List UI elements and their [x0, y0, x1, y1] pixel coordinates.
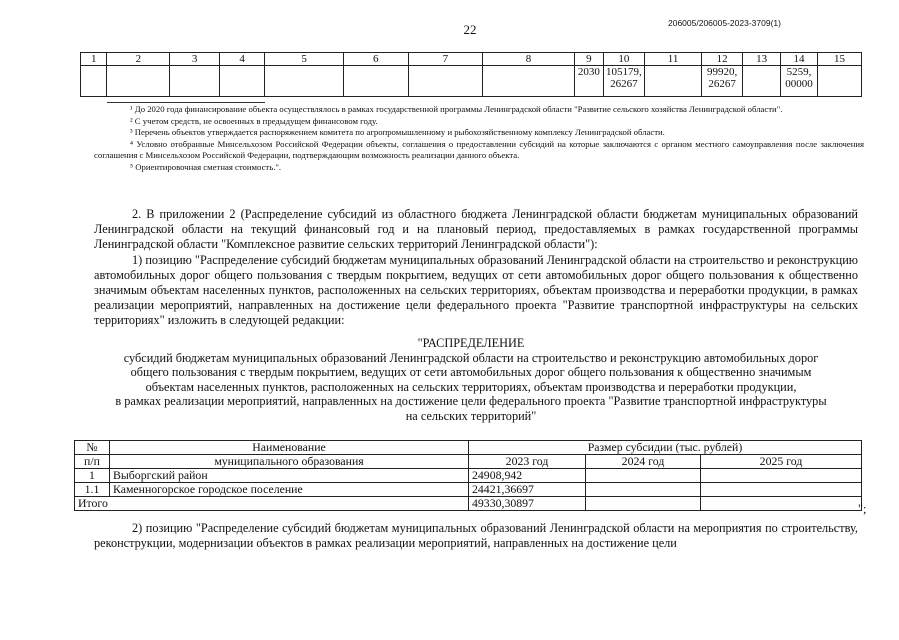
row-value [701, 469, 862, 483]
name-header: Наименование [110, 441, 469, 455]
num-header: № [75, 441, 110, 455]
paragraph-2-item-1: 1) позицию "Распределение субсидий бюджетам муниципальных образований Ленинградской области на строительство и реконструкцию автомобильных дорог общего пользования с твердым покрытием, ведущих от сети автомобильных дорог общего пользования к общественно значимым объектам населенных пунктов, расположенных на сельских территориях, объектам производства и переработки продукции, в рамках реализации мероприятий, направленных на достижение цели федерального проекта "Развитие транспортной инфраструктуры на сельских территориях" изложить в следующей редакции: [94, 252, 858, 328]
col-header: 3 [170, 53, 219, 66]
row-name: Каменногорское городское поселение [110, 483, 469, 497]
row-value [586, 469, 701, 483]
year-header: 2025 год [701, 455, 862, 469]
table-cell [343, 66, 408, 97]
closing-quote: "; [858, 502, 867, 516]
col-header: 9 [574, 53, 603, 66]
row-num: 1.1 [75, 483, 110, 497]
table-cell [743, 66, 781, 97]
document-id: 206005/206005-2023-3709(1) [668, 18, 781, 28]
col-header: 8 [483, 53, 575, 66]
col-header: 10 [603, 53, 644, 66]
col-header: 12 [702, 53, 743, 66]
table-header-row [75, 441, 862, 455]
col-header: 5 [265, 53, 343, 66]
total-label: Итого [75, 497, 469, 511]
col-header: 13 [743, 53, 781, 66]
total-value [586, 497, 701, 511]
table-cell [107, 66, 170, 97]
row-value [701, 483, 862, 497]
footnotes [94, 104, 864, 173]
distribution-subtitle-line: объектам населенных пунктов, расположенных на сельских территориях, объектам производства и переработки продукции, [145, 379, 797, 394]
footnote-4: ⁴ Условно отобранные Минсельхозом Российской Федерации объекты, соглашения о предоставлении субсидий на которые заключаются с органом местного самоуправления после заключения соглашения с Минсельхозом Российской Федерации, подтверждающим возможность реализации данного объекта. [94, 138, 864, 160]
table-cell [644, 66, 701, 97]
table-cell: 5259, 00000 [781, 66, 818, 97]
col-header: 6 [343, 53, 408, 66]
table-cell [817, 66, 861, 97]
total-value [701, 497, 862, 511]
table-header-row [81, 53, 862, 66]
year-header: 2023 год [469, 455, 586, 469]
col-header: 1 [81, 53, 107, 66]
distribution-subtitle-line: на сельских территорий" [405, 408, 537, 423]
footnote-2: ² С учетом средств, не освоенных в предыдущем финансовом году. [130, 115, 378, 126]
name-header: муниципального образования [110, 455, 469, 469]
table-cell [219, 66, 265, 97]
footnote-1: ¹ До 2020 года финансирование объекта осуществлялось в рамках государственной программы Ленинградской области "Развитие сельского хозяйства Ленинградской области". [130, 104, 783, 114]
page-number: 22 [463, 22, 477, 37]
table-cell [265, 66, 343, 97]
row-num: 1 [75, 469, 110, 483]
table-cell [81, 66, 107, 97]
total-value: 49330,30897 [469, 497, 586, 511]
table-row [75, 483, 862, 497]
col-header: 2 [107, 53, 170, 66]
table-cell: 2030 [574, 66, 603, 97]
row-name: Выборгский район [110, 469, 469, 483]
paragraph-2-item-2-block [94, 521, 858, 551]
year-header: 2024 год [586, 455, 701, 469]
table-cell [170, 66, 219, 97]
subsidy-group-header: Размер субсидии (тыс. рублей) [469, 441, 862, 455]
row-value: 24421,36697 [469, 483, 586, 497]
total-row [75, 497, 862, 511]
paragraph-2-item-2: 2) позицию "Распределение субсидий бюджетам муниципальных образований Ленинградской области на мероприятия по строительству, реконструкции, модернизации объектов в рамках реализации мероприятий, направленных на достижение цели [94, 521, 858, 551]
continuation-table [80, 52, 862, 97]
col-header: 4 [219, 53, 265, 66]
distribution-subtitle-line: субсидий бюджетам муниципальных образований Ленинградской области на строительство и реконструкцию автомобильных дорог [123, 350, 819, 365]
table-row [75, 469, 862, 483]
table-cell [483, 66, 575, 97]
col-header: 7 [408, 53, 483, 66]
table-header-row [75, 455, 862, 469]
col-header: 15 [817, 53, 861, 66]
distribution-heading [80, 336, 862, 424]
table-cell: 99920, 26267 [702, 66, 743, 97]
num-header: п/п [75, 455, 110, 469]
table-cell [408, 66, 483, 97]
paragraph-2-intro: 2. В приложении 2 (Распределение субсидий из областного бюджета Ленинградской области бюджетам муниципальных образований Ленинградской области на текущий финансовый год и на плановый период, предоставляемых в рамках государственной программы Ленинградской области "Комплексное развитие сельских территорий Ленинградской области"): [94, 207, 858, 252]
distribution-title: "РАСПРЕДЕЛЕНИЕ [417, 336, 525, 350]
distribution-table [74, 440, 862, 511]
col-header: 14 [781, 53, 818, 66]
paragraph-2 [94, 207, 858, 329]
footnote-3: ³ Перечень объектов утверждается распоряжением комитета по агропромышленному и рыбохозяйственному комплексу Ленинградской области. [130, 127, 665, 137]
row-value [586, 483, 701, 497]
table-cell: 105179, 26267 [603, 66, 644, 97]
footnote-5: ⁵ Ориентировочная сметная стоимость.". [130, 161, 282, 172]
row-value: 24908,942 [469, 469, 586, 483]
distribution-subtitle-line: общего пользования с твердым покрытием, ведущих от сети автомобильных дорог общего пользования к общественно значимым [130, 365, 812, 380]
table-row [81, 66, 862, 97]
footnote-divider [107, 102, 265, 103]
distribution-subtitle-line: в рамках реализации мероприятий, направленных на достижение цели федерального проекта "Развитие транспортной инфраструктуры [115, 394, 827, 409]
col-header: 11 [644, 53, 701, 66]
